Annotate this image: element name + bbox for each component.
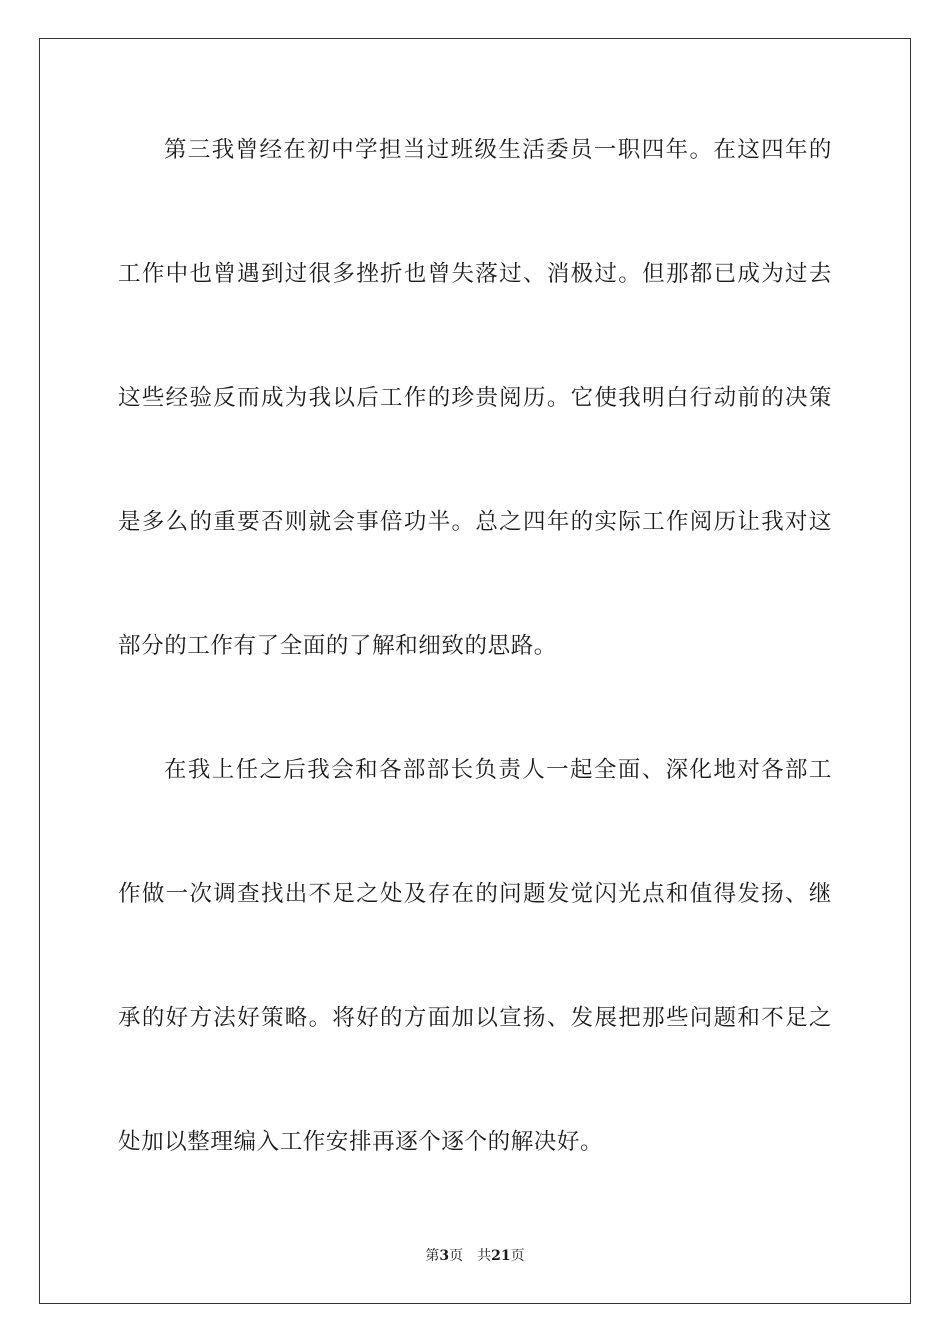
text-line: 第三我曾经在初中学担当过班级生活委员一职四年。在这四年的 — [164, 137, 832, 163]
total-prefix: 共 — [477, 1248, 492, 1264]
text-line: 是多么的重要否则就会事倍功半。总之四年的实际工作阅历让我对这 — [118, 509, 832, 535]
page-suffix: 页 — [449, 1248, 464, 1264]
text-line: 在我上任之后我会和各部部长负责人一起全面、深化地对各部工 — [164, 757, 832, 783]
text-line: 处加以整理编入工作安排再逐个逐个的解决好。 — [118, 1129, 604, 1155]
total-pages-label — [477, 1246, 524, 1266]
total-pages: 21 — [491, 1248, 511, 1264]
text-line: 部分的工作有了全面的了解和细致的思路。 — [118, 633, 557, 659]
page-number: 3 — [439, 1248, 450, 1264]
text-line: 作做一次调查找出不足之处及存在的问题发觉闪光点和值得发扬、继 — [118, 881, 832, 907]
text-line: 这些经验反而成为我以后工作的珍贵阅历。它使我明白行动前的决策 — [118, 385, 832, 411]
page-footer — [0, 1246, 950, 1266]
page-label — [425, 1246, 463, 1266]
text-line: 承的好方法好策略。将好的方面加以宣扬、发展把那些问题和不足之 — [118, 1005, 832, 1031]
page-prefix: 第 — [425, 1248, 440, 1264]
text-line: 工作中也曾遇到过很多挫折也曾失落过、消极过。但那都已成为过去 — [118, 261, 832, 287]
total-suffix: 页 — [510, 1248, 525, 1264]
page-frame — [39, 38, 911, 1304]
